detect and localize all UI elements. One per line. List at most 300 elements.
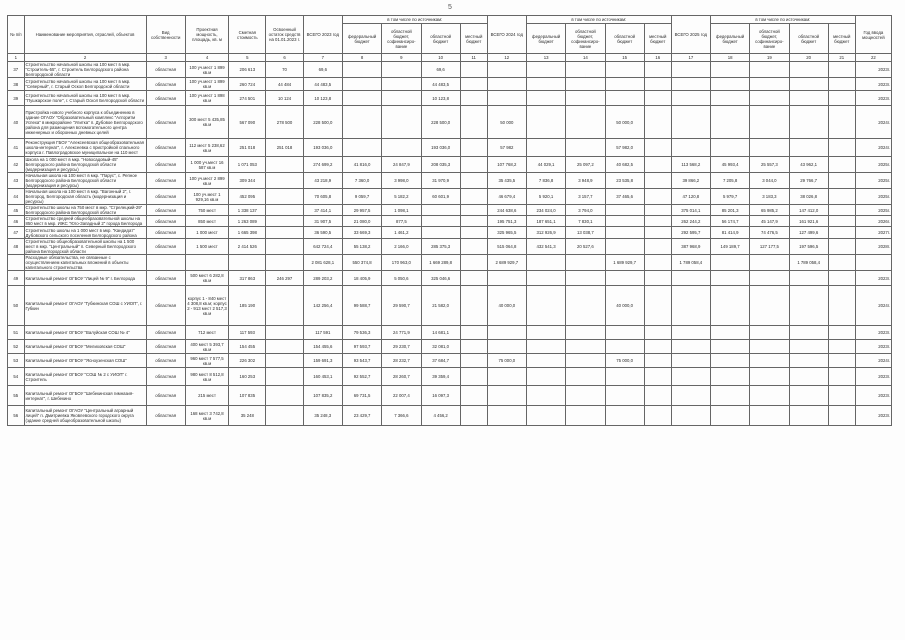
- financed-balance: [266, 239, 303, 255]
- regional-cofin-2024: 7 830,1: [566, 216, 605, 227]
- ownership-type: областная: [146, 271, 185, 286]
- federal-2025: [710, 62, 749, 78]
- table-row: [8, 255, 892, 271]
- financed-balance: [266, 406, 303, 426]
- total-2024: [487, 340, 526, 354]
- estimated-cost: 452 095: [229, 189, 266, 205]
- ownership-type: областная: [146, 62, 185, 78]
- local-2023: [460, 239, 487, 255]
- federal-2024: 7 836,8: [526, 173, 565, 189]
- table-row: [8, 239, 892, 255]
- federal-2024: [526, 354, 565, 368]
- commission-year: 2025г.: [855, 205, 891, 216]
- regional-2024: [605, 78, 644, 91]
- estimated-cost: 274 501: [229, 91, 266, 106]
- federal-2024: [526, 368, 565, 386]
- regional-2023: 208 035,3: [421, 157, 460, 173]
- total-2025: [671, 78, 710, 91]
- regional-2023: 325 046,6: [421, 271, 460, 286]
- ownership-type: областная: [146, 286, 185, 326]
- table-row: [8, 326, 892, 340]
- object-name: Капитальный ремонт ОГБОУ "Мелиховская СОШ": [24, 340, 146, 354]
- regional-2023: 228 500,0: [421, 106, 460, 139]
- federal-2025: [710, 326, 749, 340]
- local-2023: [460, 139, 487, 157]
- local-2025: [828, 354, 855, 368]
- table-row: [8, 106, 892, 139]
- header-regional-cofin: областной бюджет, софинансиро-вание: [750, 24, 789, 54]
- object-name: Строительство начальной школы на 100 мест в мкр. "Северный", г. Старый Оскол Белгородской области: [24, 78, 146, 91]
- financed-balance: [266, 157, 303, 173]
- regional-cofin-2025: [750, 354, 789, 368]
- column-number: 2: [24, 54, 146, 62]
- federal-2025: [710, 340, 749, 354]
- header-no: № п/п: [8, 16, 25, 54]
- local-2025: [828, 139, 855, 157]
- commission-year: [855, 255, 891, 271]
- financed-balance: 251 018: [266, 139, 303, 157]
- federal-2023: 7 360,0: [342, 173, 381, 189]
- ownership-type: областная: [146, 340, 185, 354]
- commission-year: 2027г.: [855, 227, 891, 239]
- table-row: [8, 354, 892, 368]
- local-2025: [828, 227, 855, 239]
- regional-2024: 57 982,0: [605, 139, 644, 157]
- total-2024: [487, 62, 526, 78]
- total-2025: 1 789 058,4: [671, 255, 710, 271]
- row-number: 53: [8, 354, 25, 368]
- regional-2023: 37 684,7: [421, 354, 460, 368]
- federal-2024: [526, 91, 565, 106]
- local-2025: [828, 157, 855, 173]
- regional-2025: [789, 326, 828, 340]
- regional-cofin-2025: 45 147,9: [750, 216, 789, 227]
- regional-cofin-2025: 3 044,0: [750, 173, 789, 189]
- capacity: корпус 1 - 840 мест 4 308,8 кв.м; корпус 2 - 913 мест 2 517,3 кв.м: [185, 286, 228, 326]
- financed-balance: [266, 386, 303, 406]
- capacity: 400 мест 5 393,7 кв.м: [185, 340, 228, 354]
- total-2023: 2 081 628,1: [303, 255, 342, 271]
- total-2023: 289 203,2: [303, 271, 342, 286]
- header-regional: областной бюджет: [789, 24, 828, 54]
- commission-year: 2024г.: [855, 139, 891, 157]
- table-header: [8, 16, 892, 62]
- table-row: [8, 406, 892, 426]
- estimated-cost: 117 593: [229, 326, 266, 340]
- financed-balance: [266, 205, 303, 216]
- financed-balance: [266, 173, 303, 189]
- local-2023: [460, 354, 487, 368]
- financed-balance: [266, 326, 303, 340]
- regional-cofin-2023: 24 847,9: [382, 157, 421, 173]
- regional-2024: 40 000,0: [605, 286, 644, 326]
- total-2024: [487, 91, 526, 106]
- regional-2025: 161 921,6: [789, 216, 828, 227]
- regional-cofin-2025: 74 476,5: [750, 227, 789, 239]
- table-row: [8, 227, 892, 239]
- total-2024: 2 689 929,7: [487, 255, 526, 271]
- capacity: 100 уч.мест 1 899 кв.м: [185, 62, 228, 78]
- object-name: Строительство начальной школы на 100 мест в мкр. "Строитель-55", г. Строитель Белгородского района Белгородской области: [24, 62, 146, 78]
- federal-2025: [710, 386, 749, 406]
- regional-cofin-2025: [750, 406, 789, 426]
- header-group-2023: в том числе по источникам:: [342, 16, 487, 24]
- regional-2025: [789, 406, 828, 426]
- federal-2024: [526, 255, 565, 271]
- ownership-type: областная: [146, 216, 185, 227]
- regional-cofin-2023: [382, 106, 421, 139]
- row-number: 46: [8, 216, 25, 227]
- table-row: [8, 189, 892, 205]
- column-number: 9: [382, 54, 421, 62]
- header-total-2024: ВСЕГО 2024 год: [487, 16, 526, 54]
- estimated-cost: 317 863: [229, 271, 266, 286]
- federal-2025: [710, 91, 749, 106]
- ownership-type: областная: [146, 386, 185, 406]
- local-2025: [828, 406, 855, 426]
- regional-2025: 1 789 058,4: [789, 255, 828, 271]
- local-2024: [644, 139, 671, 157]
- ownership-type: областная: [146, 189, 185, 205]
- regional-2024: [605, 271, 644, 286]
- commission-year: 2023г.: [855, 406, 891, 426]
- regional-2025: [789, 62, 828, 78]
- total-2023: 36 590,5: [303, 227, 342, 239]
- regional-cofin-2023: [382, 139, 421, 157]
- estimated-cost: 1 665 398: [229, 227, 266, 239]
- object-name: Капитальный ремонт ОГБОУ "Лицей № 9" г. Белгорода: [24, 271, 146, 286]
- header-commission-year: Год ввода мощностей: [855, 16, 891, 54]
- local-2025: [828, 173, 855, 189]
- object-name: Строительство школы на 750 мест в мкр. "Стрелецкий-29" Белгородского района Белгородской области: [24, 205, 146, 216]
- local-2025: [828, 239, 855, 255]
- local-2023: [460, 271, 487, 286]
- total-2023: 44 483,5: [303, 78, 342, 91]
- regional-cofin-2024: [566, 354, 605, 368]
- regional-2025: 147 412,0: [789, 205, 828, 216]
- header-total-2025: ВСЕГО 2025 год: [671, 16, 710, 54]
- federal-2025: [710, 368, 749, 386]
- federal-2024: [526, 139, 565, 157]
- ownership-type: областная: [146, 205, 185, 216]
- estimated-cost: 1 263 089: [229, 216, 266, 227]
- regional-2023: [421, 227, 460, 239]
- regional-cofin-2025: [750, 78, 789, 91]
- federal-2024: [526, 286, 565, 326]
- local-2025: [828, 271, 855, 286]
- column-number: 7: [303, 54, 342, 62]
- column-number: 8: [342, 54, 381, 62]
- federal-2023: 18 405,9: [342, 271, 381, 286]
- commission-year: 2023г.: [855, 271, 891, 286]
- regional-cofin-2024: [566, 78, 605, 91]
- capacity: 1 000 уч.мест 16 587 кв.м: [185, 157, 228, 173]
- row-number: [8, 255, 25, 271]
- local-2025: [828, 368, 855, 386]
- federal-2024: [526, 106, 565, 139]
- regional-2024: [605, 368, 644, 386]
- row-number: 55: [8, 386, 25, 406]
- header-name: Наименование мероприятия, отраслей, объектов: [24, 16, 146, 54]
- regional-2023: 16 097,3: [421, 386, 460, 406]
- ownership-type: [146, 255, 185, 271]
- total-2024: [487, 386, 526, 406]
- row-number: 52: [8, 340, 25, 354]
- column-number: 1: [8, 54, 25, 62]
- federal-2024: [526, 340, 565, 354]
- local-2024: [644, 227, 671, 239]
- regional-2023: 285 375,3: [421, 239, 460, 255]
- total-2025: [671, 91, 710, 106]
- total-2024: 195 751,3: [487, 216, 526, 227]
- regional-2024: [605, 227, 644, 239]
- row-number: 41: [8, 139, 25, 157]
- regional-2023: 39 359,4: [421, 368, 460, 386]
- federal-2024: [526, 406, 565, 426]
- commission-year: 2024г.: [855, 106, 891, 139]
- total-2023: 37 414,1: [303, 205, 342, 216]
- header-group-2025: в том числе по источникам:: [710, 16, 855, 24]
- regional-2024: 1 689 929,7: [605, 255, 644, 271]
- estimated-cost: 226 302: [229, 354, 266, 368]
- local-2023: [460, 173, 487, 189]
- table-row: [8, 216, 892, 227]
- total-2024: 35 435,5: [487, 173, 526, 189]
- object-name: Расходные обязательства, не связанные с осуществлением капитальных вложений в объекты капитального строительства: [24, 255, 146, 271]
- total-2025: 39 866,2: [671, 173, 710, 189]
- total-2025: 47 120,8: [671, 189, 710, 205]
- commission-year: 2024г.: [855, 286, 891, 326]
- local-2024: [644, 368, 671, 386]
- regional-2024: 23 535,8: [605, 173, 644, 189]
- total-2025: 387 968,9: [671, 239, 710, 255]
- federal-2023: 23 429,7: [342, 406, 381, 426]
- regional-cofin-2023: 28 232,7: [382, 354, 421, 368]
- federal-2025: 81 414,9: [710, 227, 749, 239]
- financed-balance: [266, 340, 303, 354]
- regional-cofin-2024: [566, 62, 605, 78]
- column-number: 18: [710, 54, 749, 62]
- capacity: 215 мест: [185, 386, 228, 406]
- federal-2025: 7 205,8: [710, 173, 749, 189]
- total-2025: [671, 271, 710, 286]
- regional-cofin-2025: [750, 139, 789, 157]
- regional-2023: 60 601,9: [421, 189, 460, 205]
- row-number: 45: [8, 205, 25, 216]
- total-2025: [671, 354, 710, 368]
- regional-cofin-2025: [750, 62, 789, 78]
- regional-cofin-2024: 3 157,7: [566, 189, 605, 205]
- header-total-2023: ВСЕГО 2023 год: [303, 16, 342, 54]
- local-2024: [644, 255, 671, 271]
- commission-year: 2028г.: [855, 239, 891, 255]
- table-row: [8, 62, 892, 78]
- commission-year: 2023г.: [855, 62, 891, 78]
- total-2023: 69,6: [303, 62, 342, 78]
- column-number: 11: [460, 54, 487, 62]
- local-2024: [644, 326, 671, 340]
- column-number: 4: [185, 54, 228, 62]
- regional-cofin-2025: [750, 255, 789, 271]
- ownership-type: областная: [146, 139, 185, 157]
- local-2023: [460, 227, 487, 239]
- federal-2024: 312 926,9: [526, 227, 565, 239]
- federal-2023: [342, 78, 381, 91]
- total-2023: 274 699,2: [303, 157, 342, 173]
- row-number: 38: [8, 78, 25, 91]
- federal-2023: 21 080,0: [342, 216, 381, 227]
- object-name: Строительство средней общеобразовательной школы на 850 мест в мкр. ИЖС "Юго-Западный 2" города Белгорода: [24, 216, 146, 227]
- federal-2023: 9 059,7: [342, 189, 381, 205]
- row-number: 44: [8, 189, 25, 205]
- column-number: 3: [146, 54, 185, 62]
- federal-2023: 29 957,5: [342, 205, 381, 216]
- column-number: 17: [671, 54, 710, 62]
- investment-table: [7, 15, 892, 426]
- local-2023: [460, 406, 487, 426]
- regional-cofin-2025: [750, 386, 789, 406]
- row-number: 37: [8, 62, 25, 78]
- local-2025: [828, 78, 855, 91]
- table-row: [8, 368, 892, 386]
- total-2025: [671, 326, 710, 340]
- table-row: [8, 139, 892, 157]
- commission-year: 2023г.: [855, 340, 891, 354]
- regional-cofin-2024: [566, 326, 605, 340]
- header-cost: Сметная стоимость: [229, 16, 266, 54]
- federal-2025: [710, 106, 749, 139]
- table-row: [8, 286, 892, 326]
- regional-cofin-2024: 3 948,9: [566, 173, 605, 189]
- regional-cofin-2024: [566, 368, 605, 386]
- column-number: 14: [566, 54, 605, 62]
- capacity: [185, 255, 228, 271]
- regional-cofin-2025: [750, 368, 789, 386]
- regional-2025: 38 026,8: [789, 189, 828, 205]
- header-regional-cofin: областной бюджет, софинансиро-вание: [382, 24, 421, 54]
- total-2025: [671, 340, 710, 354]
- regional-2024: [605, 239, 644, 255]
- local-2023: [460, 286, 487, 326]
- federal-2024: [526, 78, 565, 91]
- federal-2024: [526, 386, 565, 406]
- commission-year: 2024г.: [855, 354, 891, 368]
- row-number: 51: [8, 326, 25, 340]
- total-2025: 113 568,2: [671, 157, 710, 173]
- total-2023: 142 256,4: [303, 286, 342, 326]
- capacity: 100 уч.мест 2 899 кв.м: [185, 173, 228, 189]
- local-2024: [644, 189, 671, 205]
- total-2023: 31 907,5: [303, 216, 342, 227]
- total-2024: 75 000,0: [487, 354, 526, 368]
- total-2023: 70 605,8: [303, 189, 342, 205]
- capacity: 500 мест 6 282,8 кв.м: [185, 271, 228, 286]
- total-2024: 46 679,4: [487, 189, 526, 205]
- estimated-cost: 107 835: [229, 386, 266, 406]
- commission-year: 2025г.: [855, 173, 891, 189]
- estimated-cost: 2 414 526: [229, 239, 266, 255]
- column-number: 5: [229, 54, 266, 62]
- federal-2025: 149 189,7: [710, 239, 749, 255]
- local-2023: [460, 386, 487, 406]
- total-2025: [671, 139, 710, 157]
- regional-2023: 14 681,1: [421, 326, 460, 340]
- commission-year: 2026г.: [855, 216, 891, 227]
- financed-balance: [266, 216, 303, 227]
- regional-cofin-2025: [750, 91, 789, 106]
- column-number: 15: [605, 54, 644, 62]
- regional-cofin-2024: [566, 106, 605, 139]
- federal-2025: [710, 271, 749, 286]
- regional-2025: [789, 106, 828, 139]
- regional-2024: [605, 340, 644, 354]
- local-2024: [644, 205, 671, 216]
- federal-2023: 79 536,3: [342, 326, 381, 340]
- local-2023: [460, 216, 487, 227]
- object-name: Капитальный ремонт ОГБОУ "СОШ № 2 с УИОП" г. Строитель: [24, 368, 146, 386]
- financed-balance: [266, 354, 303, 368]
- capacity: 712 мест: [185, 326, 228, 340]
- total-2024: [487, 78, 526, 91]
- regional-2024: [605, 326, 644, 340]
- regional-2024: 50 000,0: [605, 106, 644, 139]
- regional-cofin-2024: [566, 271, 605, 286]
- table-row: [8, 157, 892, 173]
- federal-2025: [710, 406, 749, 426]
- federal-2025: 45 993,4: [710, 157, 749, 173]
- federal-2024: 234 024,0: [526, 205, 565, 216]
- ownership-type: областная: [146, 239, 185, 255]
- total-2025: [671, 286, 710, 326]
- regional-cofin-2023: [382, 62, 421, 78]
- total-2025: [671, 406, 710, 426]
- federal-2024: 432 541,3: [526, 239, 565, 255]
- regional-2024: [605, 91, 644, 106]
- row-number: 40: [8, 106, 25, 139]
- estimated-cost: 1 338 137: [229, 205, 266, 216]
- total-2023: 159 691,3: [303, 354, 342, 368]
- table-body: [8, 62, 892, 426]
- regional-2023: 1 669 289,8: [421, 255, 460, 271]
- regional-2024: [605, 205, 644, 216]
- regional-cofin-2023: [382, 91, 421, 106]
- column-number: 12: [487, 54, 526, 62]
- total-2023: 228 500,0: [303, 106, 342, 139]
- ownership-type: областная: [146, 354, 185, 368]
- total-2025: [671, 62, 710, 78]
- regional-2024: [605, 62, 644, 78]
- regional-2023: 32 081,0: [421, 340, 460, 354]
- table-row: [8, 205, 892, 216]
- regional-cofin-2024: [566, 91, 605, 106]
- federal-2024: 44 029,1: [526, 157, 565, 173]
- ownership-type: областная: [146, 106, 185, 139]
- capacity: 960 мест 7 577,5 кв.м: [185, 354, 228, 368]
- header-regional-cofin: областной бюджет, софинансиро-вание: [566, 24, 605, 54]
- local-2023: [460, 78, 487, 91]
- regional-cofin-2025: [750, 271, 789, 286]
- column-number: 10: [421, 54, 460, 62]
- estimated-cost: 185 190: [229, 286, 266, 326]
- total-2024: 40 000,0: [487, 286, 526, 326]
- regional-cofin-2023: 2 166,0: [382, 239, 421, 255]
- regional-cofin-2025: [750, 286, 789, 326]
- object-name: Строительство начальной школы на 100 мест в мкр. "Пушкарское поле", г. Старый Оскол Белгородской области: [24, 91, 146, 106]
- ownership-type: областная: [146, 406, 185, 426]
- regional-cofin-2023: 1 461,2: [382, 227, 421, 239]
- regional-2023: 4 456,2: [421, 406, 460, 426]
- financed-balance: 278 500: [266, 106, 303, 139]
